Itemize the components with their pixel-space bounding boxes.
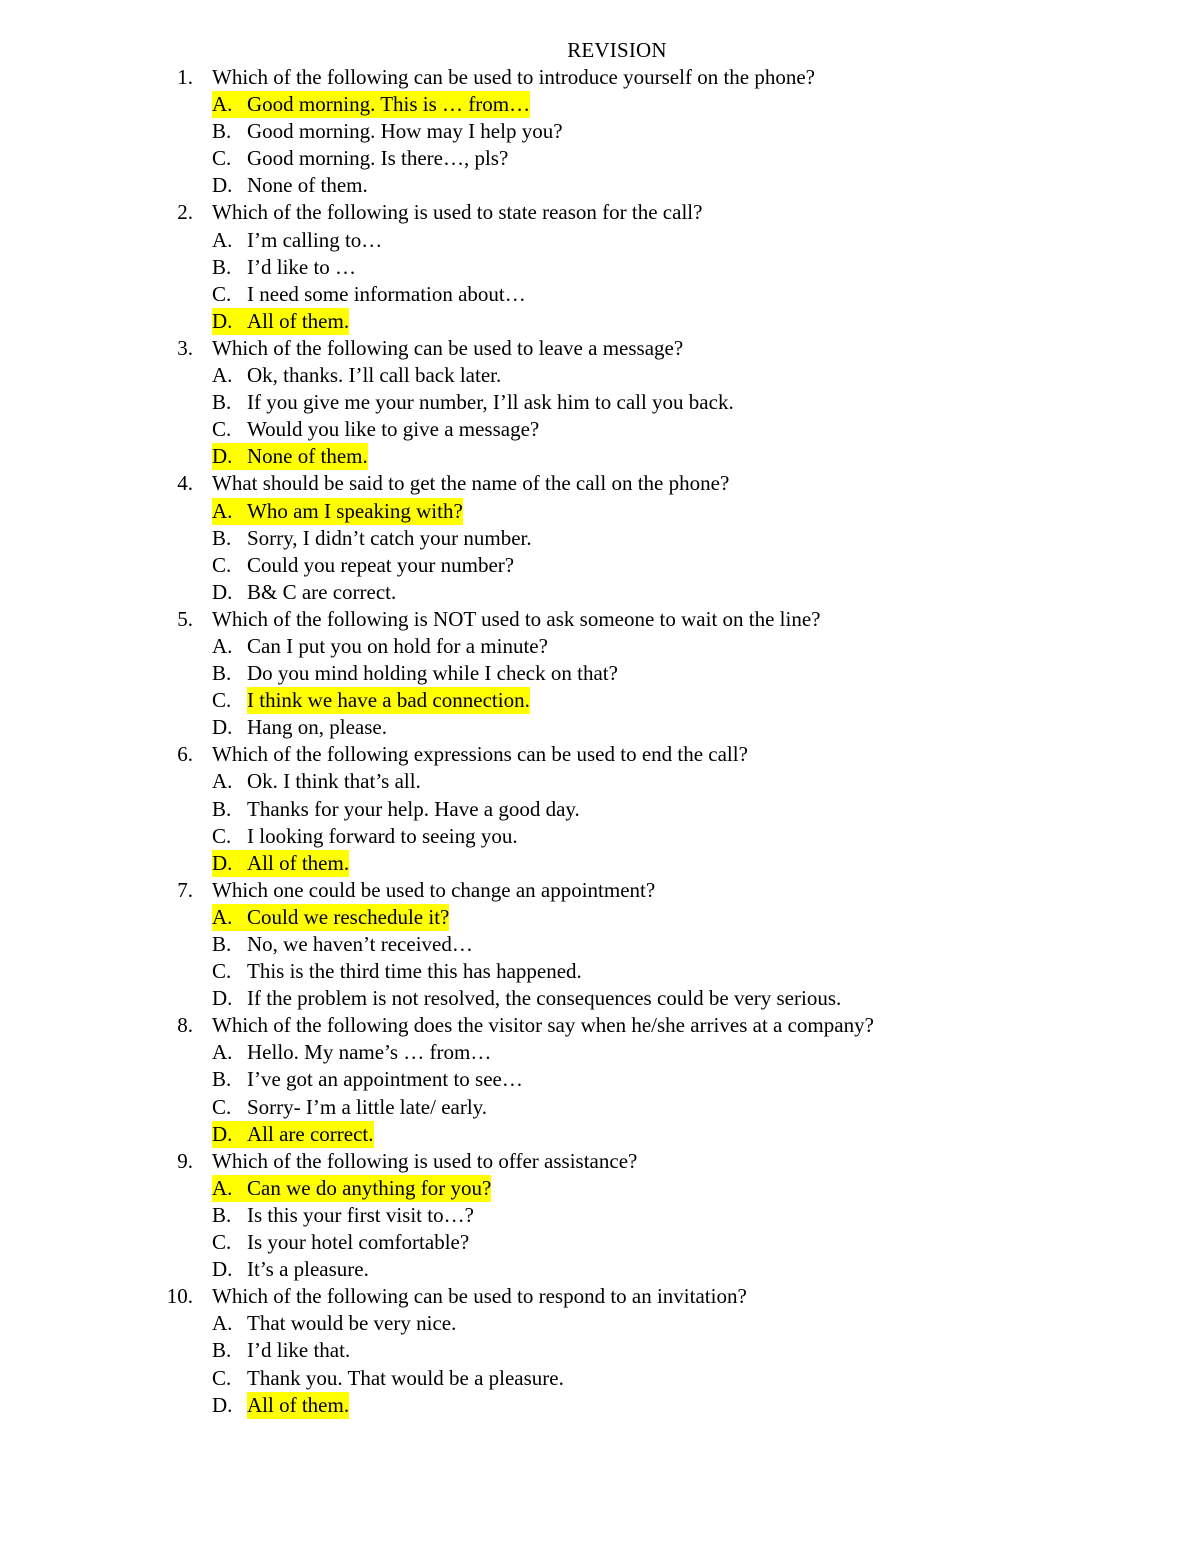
answer-option bbox=[0, 1202, 1200, 1229]
option-letter: A. bbox=[212, 769, 233, 794]
answer-option bbox=[0, 1256, 1200, 1283]
question-line bbox=[0, 606, 1200, 633]
option-letter: B. bbox=[212, 254, 232, 279]
option-letter: B. bbox=[212, 796, 232, 821]
answer-option bbox=[0, 416, 1200, 443]
answer-option-correct bbox=[0, 308, 1200, 335]
option-letter: D. bbox=[212, 1257, 233, 1282]
question-line bbox=[0, 335, 1200, 362]
option-letter: A. bbox=[212, 227, 233, 252]
question-number: 10. bbox=[166, 1284, 193, 1309]
option-letter: C. bbox=[212, 552, 232, 577]
question-item bbox=[0, 877, 1200, 1012]
answer-option-correct bbox=[0, 1392, 1200, 1419]
option-text: Is this your first visit to…? bbox=[247, 1202, 474, 1227]
option-text: Can I put you on hold for a minute? bbox=[247, 633, 548, 658]
question-line bbox=[0, 199, 1200, 226]
question-number: 7. bbox=[177, 877, 193, 902]
answer-option bbox=[0, 714, 1200, 741]
question-text: Which of the following expressions can be used to end the call? bbox=[212, 742, 748, 767]
question-line bbox=[0, 470, 1200, 497]
question-line bbox=[0, 1148, 1200, 1175]
option-letter: D. bbox=[212, 1121, 247, 1148]
option-letter: B. bbox=[212, 525, 232, 550]
option-letter: C. bbox=[212, 146, 232, 171]
option-letter: C. bbox=[212, 417, 232, 442]
option-text: Do you mind holding while I check on that? bbox=[247, 661, 618, 686]
option-letter: A. bbox=[212, 1175, 247, 1202]
answer-option-correct bbox=[0, 498, 1200, 525]
question-item bbox=[0, 741, 1200, 876]
answer-option bbox=[0, 389, 1200, 416]
question-number: 5. bbox=[177, 606, 193, 631]
answer-option bbox=[0, 660, 1200, 687]
option-text: It’s a pleasure. bbox=[247, 1257, 369, 1282]
answer-option bbox=[0, 227, 1200, 254]
option-text-highlighted: Could we reschedule it? bbox=[247, 904, 450, 929]
answer-option bbox=[0, 768, 1200, 795]
option-letter: A. bbox=[212, 1040, 233, 1065]
question-text: Which of the following is used to state reason for the call? bbox=[212, 200, 703, 225]
question-text: Which of the following is used to offer assistance? bbox=[212, 1148, 638, 1173]
option-text: Good morning. Is there…, pls? bbox=[247, 146, 509, 171]
option-letter: B. bbox=[212, 932, 232, 956]
question-text: Which of the following can be used to leave a message? bbox=[212, 335, 684, 360]
question-item bbox=[0, 199, 1200, 334]
answer-option bbox=[0, 1094, 1200, 1121]
option-text: I need some information about… bbox=[247, 281, 526, 306]
answer-option bbox=[0, 958, 1200, 985]
option-text: Is your hotel comfortable? bbox=[247, 1230, 470, 1255]
answer-option bbox=[0, 1066, 1200, 1093]
option-text: Sorry, I didn’t catch your number. bbox=[247, 525, 532, 550]
question-line bbox=[0, 64, 1200, 91]
option-text: B& C are correct. bbox=[247, 579, 397, 604]
option-letter: B. bbox=[212, 390, 232, 415]
question-text: Which one could be used to change an appointment? bbox=[212, 877, 656, 902]
option-letter: C. bbox=[212, 959, 232, 984]
option-text-highlighted: I think we have a bad connection. bbox=[247, 688, 530, 713]
answer-option bbox=[0, 823, 1200, 850]
option-text: None of them. bbox=[247, 173, 368, 198]
answer-option bbox=[0, 796, 1200, 823]
option-text-highlighted: All of them. bbox=[247, 308, 350, 333]
question-number: 3. bbox=[177, 335, 193, 360]
option-letter: D. bbox=[212, 986, 233, 1011]
option-text-highlighted: Who am I speaking with? bbox=[247, 498, 463, 523]
answer-option-correct bbox=[0, 904, 1200, 931]
option-letter: D. bbox=[212, 443, 247, 470]
answer-option bbox=[0, 145, 1200, 172]
option-text: I’ve got an appointment to see… bbox=[247, 1067, 523, 1092]
option-letter: D. bbox=[212, 173, 233, 198]
answer-option bbox=[0, 985, 1200, 1012]
option-letter: C. bbox=[212, 1094, 232, 1119]
answer-option bbox=[0, 1039, 1200, 1066]
question-text: What should be said to get the name of the call on the phone? bbox=[212, 471, 730, 496]
option-letter: A. bbox=[212, 363, 233, 388]
answer-option bbox=[0, 525, 1200, 552]
option-letter: C. bbox=[212, 1365, 232, 1390]
option-letter: C. bbox=[212, 281, 232, 306]
question-text: Which of the following can be used to introduce yourself on the phone? bbox=[212, 65, 815, 89]
option-letter: A. bbox=[212, 498, 247, 525]
option-text: Would you like to give a message? bbox=[247, 417, 540, 442]
question-item bbox=[0, 1283, 1200, 1418]
question-item bbox=[0, 470, 1200, 605]
option-text-highlighted: All are correct. bbox=[247, 1121, 374, 1146]
option-letter: B. bbox=[212, 1338, 232, 1363]
answer-option-correct bbox=[0, 1121, 1200, 1148]
question-text: Which of the following can be used to respond to an invitation? bbox=[212, 1284, 747, 1309]
question-line bbox=[0, 1283, 1200, 1310]
option-text: Could you repeat your number? bbox=[247, 552, 515, 577]
question-number: 2. bbox=[177, 200, 193, 225]
answer-option bbox=[0, 118, 1200, 145]
question-item bbox=[0, 606, 1200, 741]
answer-option bbox=[0, 281, 1200, 308]
option-letter: A. bbox=[212, 904, 247, 931]
answer-option-correct bbox=[0, 1175, 1200, 1202]
option-text: That would be very nice. bbox=[247, 1311, 457, 1336]
question-text: Which of the following does the visitor say when he/she arrives at a company? bbox=[212, 1013, 874, 1038]
answer-option-correct bbox=[0, 687, 1200, 714]
question-number: 1. bbox=[177, 65, 193, 89]
document-title: REVISION bbox=[567, 38, 667, 62]
question-line bbox=[0, 1012, 1200, 1039]
question-number: 9. bbox=[177, 1148, 193, 1173]
answer-option bbox=[0, 633, 1200, 660]
option-letter: D. bbox=[212, 308, 247, 335]
option-letter: C. bbox=[212, 1230, 232, 1255]
option-letter: A. bbox=[212, 1311, 233, 1336]
answer-option bbox=[0, 1310, 1200, 1337]
option-letter: C. bbox=[212, 823, 232, 848]
option-letter: A. bbox=[212, 91, 247, 118]
question-list bbox=[0, 64, 1200, 1419]
option-text-highlighted: None of them. bbox=[247, 444, 368, 469]
option-text: I looking forward to seeing you. bbox=[247, 823, 518, 848]
answer-option bbox=[0, 1229, 1200, 1256]
answer-option bbox=[0, 362, 1200, 389]
option-text: No, we haven’t received… bbox=[247, 932, 473, 956]
option-text: Thanks for your help. Have a good day. bbox=[247, 796, 580, 821]
question-line bbox=[0, 741, 1200, 768]
option-letter: D. bbox=[212, 850, 247, 877]
answer-option bbox=[0, 254, 1200, 281]
option-text: Ok, thanks. I’ll call back later. bbox=[247, 363, 502, 388]
option-text: I’d like to … bbox=[247, 254, 357, 279]
option-text: This is the third time this has happened. bbox=[247, 959, 582, 984]
answer-option bbox=[0, 172, 1200, 199]
option-text: Ok. I think that’s all. bbox=[247, 769, 421, 794]
answer-option bbox=[0, 1337, 1200, 1364]
question-number: 8. bbox=[177, 1013, 193, 1038]
option-text: I’m calling to… bbox=[247, 227, 383, 252]
question-item bbox=[0, 64, 1200, 199]
question-item bbox=[0, 1148, 1200, 1283]
answer-option-correct bbox=[0, 91, 1200, 118]
option-letter: B. bbox=[212, 1067, 232, 1092]
answer-option bbox=[0, 552, 1200, 579]
option-letter: B. bbox=[212, 1202, 232, 1227]
question-item bbox=[0, 335, 1200, 470]
option-letter: D. bbox=[212, 715, 233, 740]
answer-option bbox=[0, 1365, 1200, 1392]
question-number: 6. bbox=[177, 742, 193, 767]
answer-option bbox=[0, 579, 1200, 606]
option-text-highlighted: All of them. bbox=[247, 1392, 350, 1417]
option-text: Thank you. That would be a pleasure. bbox=[247, 1365, 564, 1390]
question-text: Which of the following is NOT used to ask someone to wait on the line? bbox=[212, 606, 821, 631]
option-text: Good morning. How may I help you? bbox=[247, 119, 563, 144]
question-number: 4. bbox=[177, 471, 193, 496]
option-letter: C. bbox=[212, 688, 232, 713]
option-text: I’d like that. bbox=[247, 1338, 351, 1363]
option-text-highlighted: Can we do anything for you? bbox=[247, 1175, 492, 1200]
option-text: Hang on, please. bbox=[247, 715, 387, 740]
answer-option-correct bbox=[0, 850, 1200, 877]
option-text: Sorry- I’m a little late/ early. bbox=[247, 1094, 488, 1119]
option-letter: D. bbox=[212, 1392, 233, 1417]
question-item bbox=[0, 1012, 1200, 1147]
option-text-highlighted: Good morning. This is … from… bbox=[247, 92, 531, 117]
option-letter: A. bbox=[212, 633, 233, 658]
option-letter: D. bbox=[212, 579, 233, 604]
answer-option-correct bbox=[0, 443, 1200, 470]
option-letter: B. bbox=[212, 661, 232, 686]
question-line bbox=[0, 877, 1200, 904]
option-text-highlighted: All of them. bbox=[247, 850, 350, 875]
option-letter: B. bbox=[212, 119, 232, 144]
option-text: Hello. My name’s … from… bbox=[247, 1040, 492, 1065]
option-text: If you give me your number, I’ll ask him to call you back. bbox=[247, 390, 734, 415]
answer-option bbox=[0, 931, 1200, 958]
option-text: If the problem is not resolved, the consequences could be very serious. bbox=[247, 986, 842, 1011]
